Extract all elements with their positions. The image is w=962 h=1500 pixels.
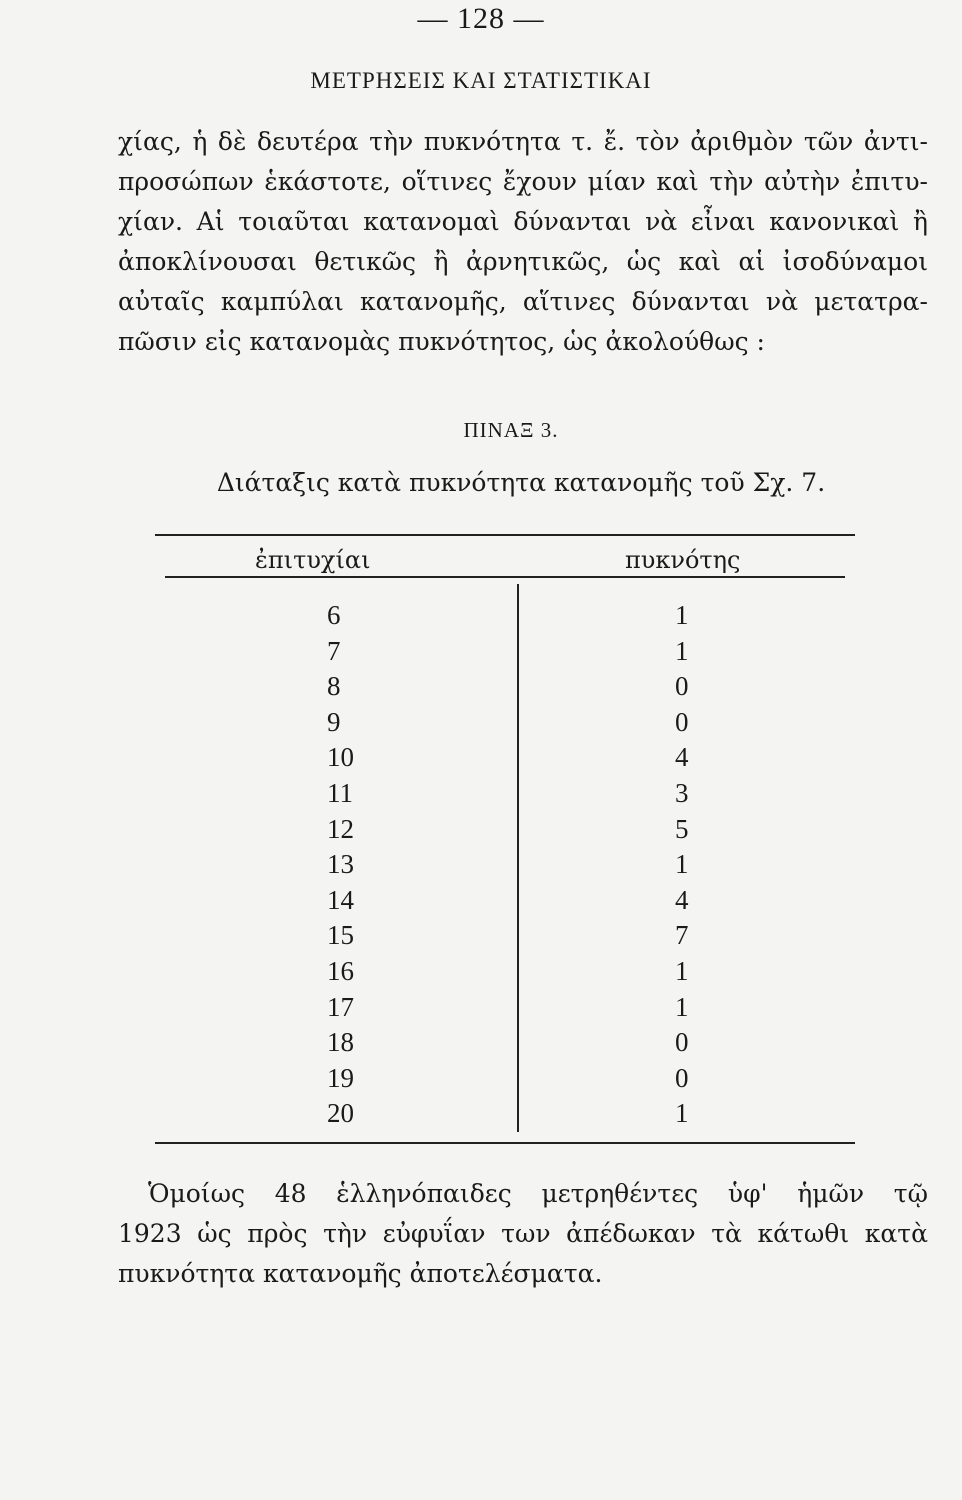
table-cell: 1	[675, 849, 689, 880]
table-caption: Διάταξις κατὰ πυκνότητα κατανομῆς τοῦ Σχ. 7.	[216, 468, 826, 497]
text-line: 1923 ὡς πρὸς τὴν εὐφυΐαν των ἀπέδωκαν τὰ κάτωθι κατὰ	[118, 1219, 928, 1248]
table-cell: 9	[327, 706, 341, 737]
frequency-column	[675, 598, 689, 1132]
table-cell: 0	[675, 1062, 689, 1093]
column-header-frequency: πυκνότης	[625, 546, 741, 574]
table-cell: 0	[675, 671, 689, 702]
column-header-successes: ἐπιτυχίαι	[255, 546, 371, 574]
table-cell: 1	[675, 991, 689, 1022]
table-cell: 12	[327, 813, 354, 844]
column-divider	[517, 584, 519, 1132]
text-line: προσώπων ἑκάστοτε, οἵτινες ἔχουν μίαν καὶ τὴν αὐτὴν ἐπιτυ-	[118, 167, 928, 196]
table-cell: 4	[675, 742, 689, 773]
text-line: ἀποκλίνουσαι θετικῶς ἢ ἀρνητικῶς, ὡς καὶ αἱ ἰσοδύναμοι	[118, 247, 928, 276]
table-cell: 15	[327, 920, 354, 951]
table-cell: 18	[327, 1027, 354, 1058]
successes-column	[327, 598, 354, 1132]
table-cell: 6	[327, 600, 341, 630]
text-line: αὐταῖς καμπύλαι κατανομῆς, αἵτινες δύνανται νὰ μετατρα-	[118, 287, 928, 316]
table-cell: 0	[675, 706, 689, 737]
table-label: ΠΙΝΑΞ 3.	[463, 418, 559, 442]
table-cell: 14	[327, 884, 354, 915]
table-cell: 0	[675, 1027, 689, 1058]
header-rule	[165, 576, 845, 578]
text-line: πῶσιν εἰς κατανομὰς πυκνότητος, ὡς ἀκολούθως :	[118, 327, 765, 356]
table-cell: 7	[327, 635, 341, 666]
text-line: χίαν. Αἱ τοιαῦται κατανομαὶ δύνανται νὰ εἶναι κανονικαὶ ἢ	[118, 207, 928, 236]
table-cell: 10	[327, 742, 354, 773]
table-cell: 17	[327, 991, 354, 1022]
table-cell: 19	[327, 1062, 354, 1093]
table-cell: 1	[675, 1098, 689, 1129]
table-cell: 1	[675, 635, 689, 666]
page-number: — 128 —	[417, 2, 545, 35]
text-line: Ὁμοίως 48 ἑλληνόπαιδες μετρηθέντες ὑφ' ἡμῶν τῷ	[148, 1179, 928, 1208]
frequency-table	[155, 534, 855, 1144]
text-line: χίας, ἡ δὲ δευτέρα τὴν πυκνότητα τ. ἔ. τὸν ἀριθμὸν τῶν ἀντι-	[118, 127, 928, 156]
table-cell: 4	[675, 884, 689, 915]
paragraph-top	[118, 122, 928, 362]
table-cell: 13	[327, 849, 354, 880]
running-header: ΜΕΤΡΗΣΕΙΣ ΚΑΙ ΣΤΑΤΙΣΤΙΚΑΙ	[310, 68, 652, 93]
text-line: πυκνότητα κατανομῆς ἀποτελέσματα.	[118, 1259, 603, 1288]
paragraph-bottom	[118, 1174, 928, 1294]
table-cell: 1	[675, 600, 689, 630]
table-cell: 8	[327, 671, 341, 702]
table-cell: 11	[327, 777, 353, 808]
table-cell: 7	[675, 920, 689, 951]
table-cell: 5	[675, 813, 689, 844]
table-cell: 3	[675, 777, 689, 808]
table-cell: 1	[675, 955, 689, 986]
table-cell: 20	[327, 1098, 354, 1129]
table-cell: 16	[327, 955, 354, 986]
